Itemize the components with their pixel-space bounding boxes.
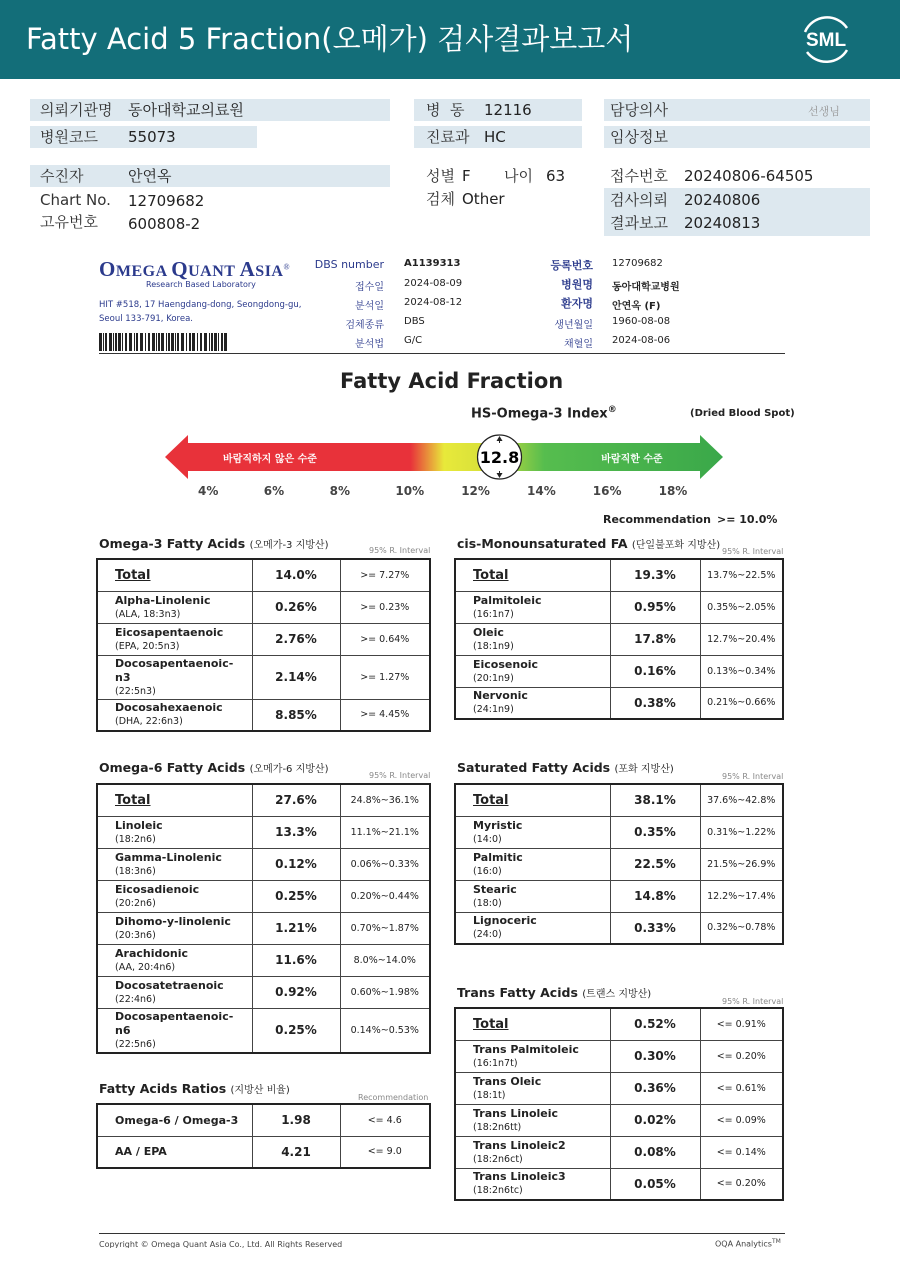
- reference-range: <= 9.0: [340, 1136, 430, 1168]
- fatty-acid-notation: (14:0): [473, 833, 502, 845]
- ratios-range-label: Recommendation: [358, 1093, 429, 1102]
- result-value: 13.3%: [252, 816, 340, 848]
- reference-range: 0.35%~2.05%: [700, 591, 783, 623]
- reference-range: 13.7%~22.5%: [700, 559, 783, 591]
- trans-range-label: 95% R. Interval: [722, 997, 784, 1006]
- patient-name-value: 안연옥 (F): [612, 301, 661, 312]
- gauge-tick-label: 14%: [527, 484, 556, 498]
- result-value: 8.85%: [252, 699, 340, 731]
- fatty-acid-name: [97, 559, 252, 591]
- fatty-acid-name-text: Palmitoleic: [473, 593, 542, 607]
- clinical-label: 임상정보: [610, 128, 668, 146]
- reference-range: >= 0.64%: [340, 623, 430, 655]
- fatty-acid-notation: (22:5n3): [115, 685, 156, 697]
- trans-table: [454, 1007, 784, 1201]
- barcode-image: [99, 333, 229, 351]
- fatty-acid-notation: (AA, 20:4n6): [115, 961, 176, 973]
- dbs-label: DBS number: [314, 258, 384, 271]
- reference-range: <= 0.14%: [700, 1136, 783, 1168]
- omega3-row: [97, 591, 430, 623]
- fatty-acid-name-text: Trans Linoleic2: [473, 1138, 566, 1152]
- hospital-name-value: 동아대학교병원: [612, 282, 680, 293]
- dbs-value: A1139313: [404, 258, 461, 269]
- trans-row: [455, 1072, 783, 1104]
- analyzed-label: 분석일: [355, 301, 384, 312]
- omega3-row: [97, 559, 430, 591]
- fatty-acid-name: [97, 912, 252, 944]
- omega3-row: [97, 623, 430, 655]
- fatty-acid-notation: (EPA, 20:5n3): [115, 640, 180, 652]
- dob-value: 1960-08-08: [612, 316, 671, 327]
- omega3-index-gauge: [160, 432, 730, 482]
- reference-range: 37.6%~42.8%: [700, 784, 783, 816]
- index-value: 12.8: [479, 448, 520, 467]
- copyright: Copyright © Omega Quant Asia Co., Ltd. All Rights Reserved: [99, 1240, 343, 1248]
- reference-range: 0.14%~0.53%: [340, 1008, 430, 1053]
- result-value: 0.08%: [610, 1136, 700, 1168]
- ratios-section-title: Fatty Acids Ratios (지방산 비율): [99, 1081, 290, 1096]
- fatty-acid-notation: (16:1n7t): [473, 1057, 518, 1069]
- fatty-acid-name: [455, 623, 610, 655]
- patient-name-label: 환자명: [561, 297, 593, 310]
- omega3-row: [97, 699, 430, 731]
- id-label: 고유번호: [40, 213, 98, 231]
- sample-type-label: (Dried Blood Spot): [690, 408, 795, 419]
- recommendation-value: >= 10.0%: [717, 513, 778, 526]
- fatty-acid-name-text: Dihomo-y-linolenic: [115, 914, 231, 928]
- received-label: 접수일: [355, 282, 384, 293]
- fatty-acid-notation: (ALA, 18:3n3): [115, 608, 181, 620]
- mufa-row: [455, 655, 783, 687]
- result-value: 27.6%: [252, 784, 340, 816]
- reference-range: 0.20%~0.44%: [340, 880, 430, 912]
- sml-logo-text: SML: [805, 30, 847, 51]
- fatty-acid-name: [97, 1104, 252, 1136]
- institution-label: 의뢰기관명: [40, 101, 113, 119]
- fatty-acid-name: [97, 880, 252, 912]
- sex-value: F: [462, 167, 471, 185]
- dept-label: 진료과: [426, 128, 470, 146]
- patient-label: 수진자: [40, 167, 84, 185]
- fatty-acid-name: [97, 591, 252, 623]
- sfa-table: [454, 783, 784, 945]
- fatty-acid-notation: (24:1n9): [473, 704, 514, 716]
- result-value: 0.38%: [610, 687, 700, 719]
- result-value: 0.25%: [252, 1008, 340, 1053]
- fatty-acid-name: [455, 1136, 610, 1168]
- fatty-acid-name: [455, 1072, 610, 1104]
- dob-label: 생년월일: [554, 320, 593, 331]
- omega6-row: [97, 944, 430, 976]
- fatty-acid-name-text: Myristic: [473, 818, 523, 832]
- fatty-acid-name: [455, 1104, 610, 1136]
- result-value: 22.5%: [610, 848, 700, 880]
- omega6-row: [97, 912, 430, 944]
- fatty-acid-name: [455, 1040, 610, 1072]
- reference-range: 0.60%~1.98%: [340, 976, 430, 1008]
- result-value: 11.6%: [252, 944, 340, 976]
- result-value: 4.21: [252, 1136, 340, 1168]
- fatty-acid-notation: (22:5n6): [115, 1038, 156, 1050]
- result-value: 17.8%: [610, 623, 700, 655]
- received-value: 2024-08-09: [404, 278, 463, 289]
- chart-value: 12709682: [128, 192, 205, 210]
- analyzed-value: 2024-08-12: [404, 297, 463, 308]
- result-value: 19.3%: [610, 559, 700, 591]
- collected-label: 채혈일: [564, 339, 593, 350]
- result-value: 0.05%: [610, 1168, 700, 1200]
- omega6-row: [97, 976, 430, 1008]
- fatty-acid-notation: (DHA, 22:6n3): [115, 716, 183, 728]
- fatty-acid-name: [455, 848, 610, 880]
- gauge-tick-label: 6%: [263, 484, 285, 498]
- fatty-acid-name-text: Total: [115, 792, 151, 808]
- result-value: 1.21%: [252, 912, 340, 944]
- lab-address-line1: HIT #518, 17 Haengdang-dong, Seongdong-gu,: [99, 300, 302, 310]
- reference-range: 0.06%~0.33%: [340, 848, 430, 880]
- mufa-range-label: 95% R. Interval: [722, 547, 784, 556]
- fatty-acid-name: [97, 623, 252, 655]
- sfa-row: [455, 880, 783, 912]
- gauge-tick-label: 8%: [329, 484, 350, 498]
- hs-omega3-title: HS-Omega-3 Index®: [471, 405, 617, 422]
- fatty-acid-name-text: Nervonic: [473, 689, 528, 703]
- reference-range: <= 0.09%: [700, 1104, 783, 1136]
- fatty-acid-name-text: Total: [473, 567, 509, 583]
- fatty-acid-name-text: Docosahexaenoic: [115, 701, 223, 715]
- sfa-row: [455, 848, 783, 880]
- reference-range: 0.70%~1.87%: [340, 912, 430, 944]
- dept-value: HC: [484, 128, 506, 146]
- report-title: Fatty Acid 5 Fraction(오메가) 검사결과보고서: [26, 22, 634, 56]
- mufa-row: [455, 591, 783, 623]
- gauge-high-label: 바람직한 수준: [601, 454, 663, 465]
- fatty-acid-name-text: Lignoceric: [473, 914, 537, 928]
- reference-range: <= 4.6: [340, 1104, 430, 1136]
- fatty-acid-name-text: Trans Linoleic: [473, 1106, 559, 1120]
- reference-range: 12.7%~20.4%: [700, 623, 783, 655]
- fatty-acid-notation: (18:1n9): [473, 640, 514, 652]
- result-value: 0.26%: [252, 591, 340, 623]
- omega6-table: [96, 783, 431, 1054]
- reference-range: 24.8%~36.1%: [340, 784, 430, 816]
- gauge-tick-label: 12%: [461, 484, 490, 498]
- fatty-acid-notation: (22:4n6): [115, 993, 156, 1005]
- fatty-acid-notation: (18:2n6): [115, 833, 156, 845]
- result-value: 38.1%: [610, 784, 700, 816]
- fatty-acid-name: [97, 784, 252, 816]
- sfa-range-label: 95% R. Interval: [722, 772, 784, 781]
- reg-label: 등록번호: [550, 259, 593, 272]
- reference-range: <= 0.61%: [700, 1072, 783, 1104]
- gauge-tick-label: 16%: [592, 484, 622, 498]
- patient-name: 안연옥: [128, 167, 172, 185]
- lab-address-line2: Seoul 133-791, Korea.: [99, 314, 193, 324]
- gauge-tick-label: 10%: [395, 484, 425, 498]
- fatty-acid-notation: (16:1n7): [473, 608, 514, 620]
- age-value: 63: [546, 167, 566, 185]
- institution-value: 동아대학교의료원: [128, 101, 244, 119]
- collected-value: 2024-08-06: [612, 335, 671, 346]
- ward-value: 12116: [484, 101, 532, 119]
- fatty-acid-name: [455, 1168, 610, 1200]
- trans-row: [455, 1136, 783, 1168]
- fatty-acid-name-text: Trans Palmitoleic: [473, 1042, 579, 1056]
- receipt-label: 접수번호: [610, 167, 668, 185]
- omega3-row: [97, 655, 430, 699]
- mufa-row: [455, 687, 783, 719]
- divider: [99, 353, 785, 354]
- ratios-row: [97, 1136, 430, 1168]
- reference-range: <= 0.20%: [700, 1168, 783, 1200]
- reference-range: >= 0.23%: [340, 591, 430, 623]
- fatty-acid-notation: (24:0): [473, 929, 502, 941]
- reference-range: <= 0.20%: [700, 1040, 783, 1072]
- index-marker: [478, 435, 522, 479]
- chart-label: Chart No.: [40, 191, 111, 209]
- fatty-acid-notation: (20:1n9): [473, 672, 514, 684]
- report-label: 결과보고: [610, 214, 668, 232]
- sfa-section-title: Saturated Fatty Acids (포화 지방산): [457, 760, 674, 775]
- reference-range: >= 1.27%: [340, 655, 430, 699]
- omega6-row: [97, 784, 430, 816]
- fatty-acid-name: [97, 944, 252, 976]
- gauge-tick-label: 18%: [658, 484, 688, 498]
- omega6-row: [97, 1008, 430, 1053]
- reference-range: >= 7.27%: [340, 559, 430, 591]
- omega-quant-asia-logo: OMEGA QUANT ASIA®: [99, 257, 291, 281]
- fatty-acid-name: [97, 1136, 252, 1168]
- fatty-acid-notation: (18:2n6tc): [473, 1185, 523, 1197]
- fatty-acid-name: [97, 848, 252, 880]
- fatty-acid-notation: (16:0): [473, 865, 502, 877]
- result-value: 0.12%: [252, 848, 340, 880]
- result-value: 0.16%: [610, 655, 700, 687]
- fatty-acid-name-text: Trans Oleic: [473, 1074, 542, 1088]
- fatty-acid-notation: (18:2n6ct): [473, 1153, 523, 1165]
- hospital-name-label: 병원명: [561, 278, 593, 291]
- reference-range: 21.5%~26.9%: [700, 848, 783, 880]
- hospital-code-label: 병원코드: [40, 128, 98, 146]
- fatty-acid-name: [97, 976, 252, 1008]
- fatty-acid-name: [455, 559, 610, 591]
- fatty-acid-name-text: Docosatetraenoic: [115, 978, 224, 992]
- omega3-section-title: Omega-3 Fatty Acids (오메가-3 지방산): [99, 536, 329, 551]
- fatty-acid-name: [97, 699, 252, 731]
- patient-bar: [30, 165, 390, 187]
- omega3-range-label: 95% R. Interval: [369, 546, 431, 555]
- fatty-acid-name-text: Total: [115, 567, 151, 583]
- fatty-acid-name: [455, 687, 610, 719]
- fatty-acid-name: [455, 912, 610, 944]
- sfa-row: [455, 784, 783, 816]
- sml-logo: [797, 12, 855, 66]
- reference-range: 0.21%~0.66%: [700, 687, 783, 719]
- fatty-acid-name: [455, 1008, 610, 1040]
- ratios-table: [96, 1103, 431, 1169]
- fatty-acid-name-text: Oleic: [473, 625, 504, 639]
- request-value: 20240806: [684, 191, 761, 209]
- mufa-section-title: cis-Monounsaturated FA (단일불포화 지방산): [457, 536, 721, 551]
- fatty-acid-name-text: Eicosadienoic: [115, 882, 200, 896]
- fatty-acid-name-text: Gamma-Linolenic: [115, 850, 222, 864]
- doctor-suffix: 선생님: [808, 105, 840, 118]
- result-value: 0.36%: [610, 1072, 700, 1104]
- specimen-label: 검체: [426, 190, 455, 208]
- oqa-analytics: OQA Analytics™: [715, 1238, 781, 1248]
- fatty-acid-notation: (20:3n6): [115, 929, 156, 941]
- omega6-row: [97, 816, 430, 848]
- request-label: 검사의뢰: [610, 191, 668, 209]
- gauge-tick-label: 4%: [198, 484, 219, 498]
- receipt-value: 20240806-64505: [684, 167, 814, 185]
- fatty-acid-name-text: Palmitic: [473, 850, 523, 864]
- fatty-acid-notation: (18:1t): [473, 1089, 506, 1101]
- result-value: 0.25%: [252, 880, 340, 912]
- fatty-acid-name: [455, 784, 610, 816]
- fatty-acid-notation: (18:0): [473, 897, 502, 909]
- fatty-acid-name: [455, 880, 610, 912]
- result-value: 0.33%: [610, 912, 700, 944]
- fatty-acid-name-text: Total: [473, 1016, 509, 1032]
- fatty-acid-notation: (18:3n6): [115, 865, 156, 877]
- fatty-acid-name-text: Alpha-Linolenic: [115, 593, 211, 607]
- omega6-section-title: Omega-6 Fatty Acids (오메가-6 지방산): [99, 760, 329, 775]
- trans-section-title: Trans Fatty Acids (트랜스 지방산): [457, 985, 652, 1000]
- mufa-row: [455, 623, 783, 655]
- report-value: 20240813: [684, 214, 761, 232]
- result-value: 0.52%: [610, 1008, 700, 1040]
- fatty-acid-name-text: Eicosapentaenoic: [115, 625, 224, 639]
- fatty-acid-name-text: Total: [473, 792, 509, 808]
- gauge-low-label: 바람직하지 않은 수준: [223, 454, 317, 465]
- fatty-acid-name-text: Linoleic: [115, 818, 163, 832]
- result-value: 14.0%: [252, 559, 340, 591]
- specimen-type-value: DBS: [404, 316, 425, 327]
- reference-range: 8.0%~14.0%: [340, 944, 430, 976]
- result-value: 0.35%: [610, 816, 700, 848]
- result-value: 1.98: [252, 1104, 340, 1136]
- omega6-row: [97, 848, 430, 880]
- fatty-acid-notation: (20:2n6): [115, 897, 156, 909]
- fatty-acid-name: [455, 655, 610, 687]
- method-label: 분석법: [355, 339, 384, 350]
- fatty-acid-name-text: Arachidonic: [115, 946, 189, 960]
- recommendation-label: Recommendation: [603, 513, 711, 526]
- fatty-acid-name-text: Omega-6 / Omega-3: [115, 1113, 239, 1127]
- trans-row: [455, 1168, 783, 1200]
- omega6-range-label: 95% R. Interval: [369, 771, 431, 780]
- result-value: 2.14%: [252, 655, 340, 699]
- fatty-acid-name-text: Docosapentaenoic-n3: [115, 656, 234, 684]
- mufa-table: [454, 558, 784, 720]
- reference-range: <= 0.91%: [700, 1008, 783, 1040]
- hospital-code-value: 55073: [128, 128, 176, 146]
- fatty-acid-name-text: Stearic: [473, 882, 517, 896]
- result-value: 14.8%: [610, 880, 700, 912]
- fatty-acid-name: [97, 816, 252, 848]
- sfa-row: [455, 912, 783, 944]
- doctor-label: 담당의사: [610, 101, 668, 119]
- fatty-acid-name: [455, 816, 610, 848]
- method-value: G/C: [404, 335, 423, 346]
- result-value: 2.76%: [252, 623, 340, 655]
- mufa-row: [455, 559, 783, 591]
- result-value: 0.30%: [610, 1040, 700, 1072]
- omega6-row: [97, 880, 430, 912]
- sfa-row: [455, 816, 783, 848]
- fatty-acid-name-text: Docosapentaenoic-n6: [115, 1009, 234, 1037]
- trans-row: [455, 1104, 783, 1136]
- result-value: 0.02%: [610, 1104, 700, 1136]
- omega3-table: [96, 558, 431, 732]
- sex-label: 성별: [426, 167, 455, 185]
- fatty-acid-name-text: AA / EPA: [115, 1145, 167, 1159]
- reference-range: 0.32%~0.78%: [700, 912, 783, 944]
- fatty-acid-name-text: Trans Linoleic3: [473, 1170, 566, 1184]
- trans-row: [455, 1008, 783, 1040]
- reference-range: >= 4.45%: [340, 699, 430, 731]
- result-value: 0.92%: [252, 976, 340, 1008]
- fatty-acid-name: [455, 591, 610, 623]
- fatty-acid-name: [97, 1008, 252, 1053]
- fatty-acid-fraction-title: Fatty Acid Fraction: [340, 369, 564, 393]
- fatty-acid-name: [97, 655, 252, 699]
- trans-row: [455, 1040, 783, 1072]
- specimen-value: Other: [462, 190, 505, 208]
- fatty-acid-name-text: Eicosenoic: [473, 657, 539, 671]
- ratios-row: [97, 1104, 430, 1136]
- reference-range: 0.31%~1.22%: [700, 816, 783, 848]
- reg-value: 12709682: [612, 258, 663, 269]
- reference-range: 11.1%~21.1%: [340, 816, 430, 848]
- specimen-type-label: 검체종류: [345, 320, 384, 331]
- footer-divider: [99, 1233, 785, 1234]
- reference-range: 0.13%~0.34%: [700, 655, 783, 687]
- reference-range: 12.2%~17.4%: [700, 880, 783, 912]
- fatty-acid-notation: (18:2n6tt): [473, 1121, 522, 1133]
- id-value: 600808-2: [128, 215, 201, 233]
- result-value: 0.95%: [610, 591, 700, 623]
- ward-label: 병 동: [426, 101, 465, 119]
- lab-subtitle: Research Based Laboratory: [146, 280, 256, 289]
- age-label: 나이: [504, 167, 533, 185]
